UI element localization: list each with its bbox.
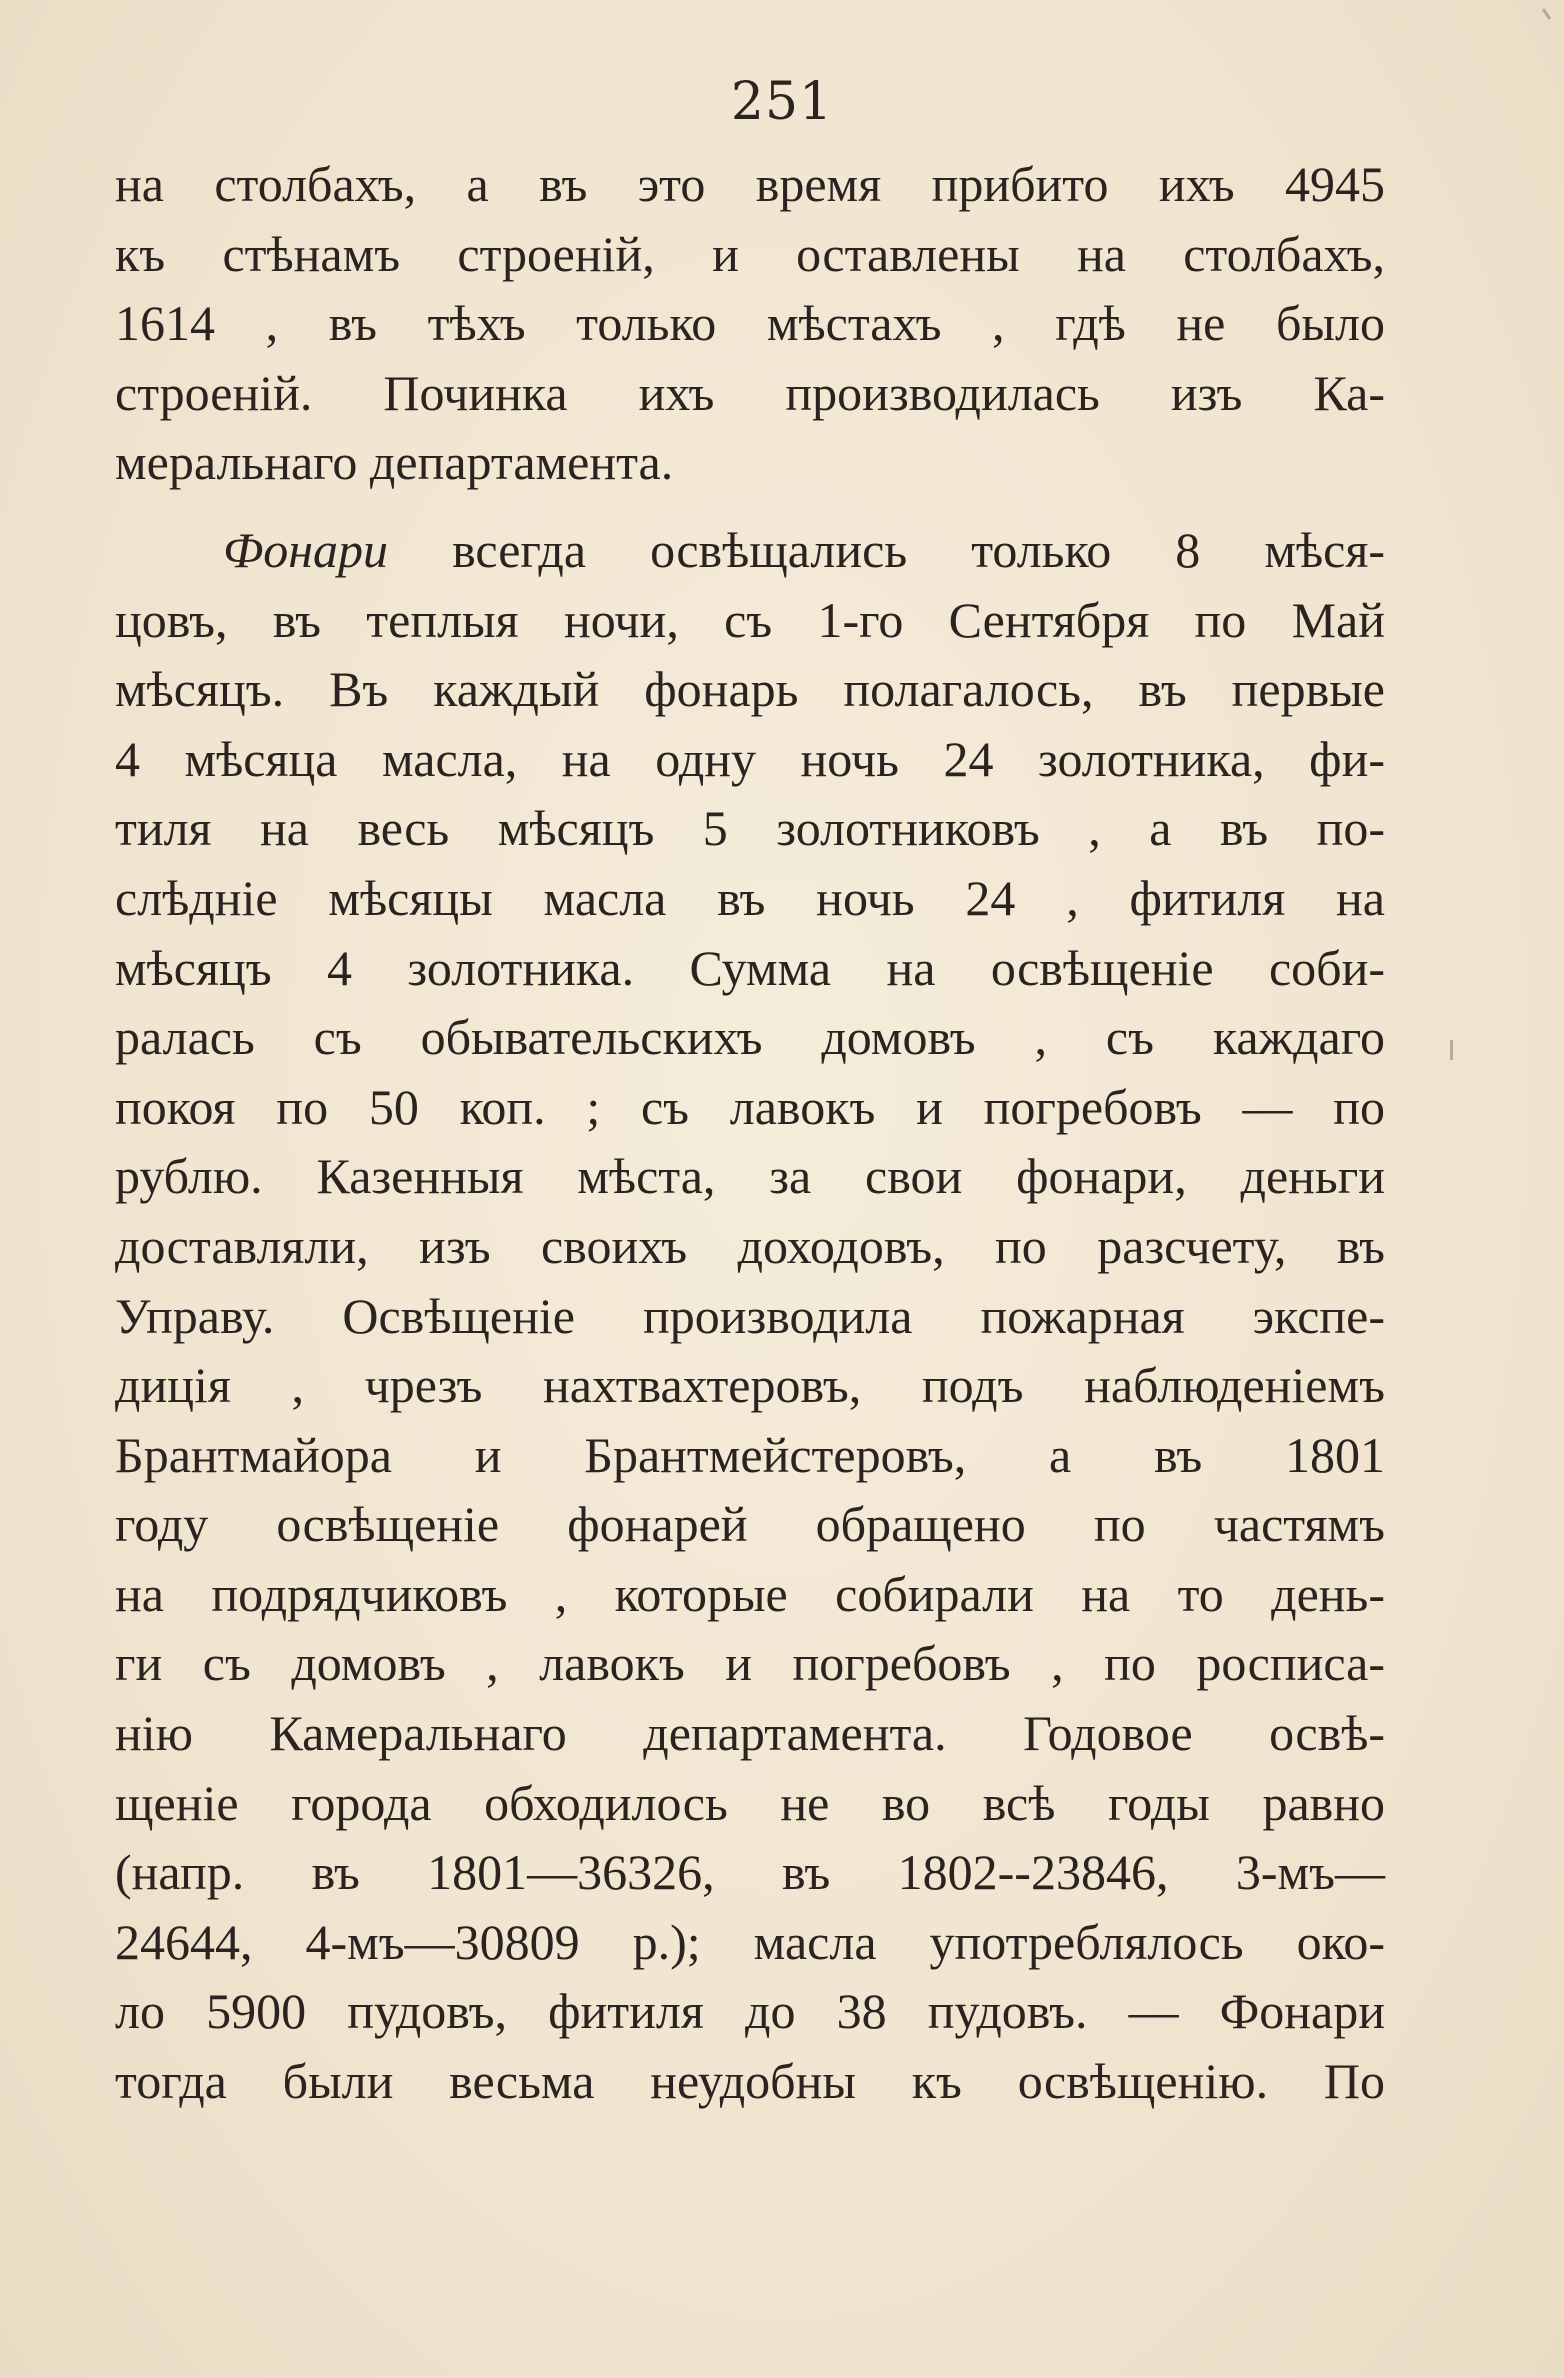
text-line: 4 мѣсяца масла, на одну ночь 24 золотника, фи- [115,730,1385,787]
text-line: на столбахъ, а въ это время прибито ихъ 4945 [115,156,1385,212]
text-line: ло 5900 пудовъ, фитиля до 38 пудовъ. — Фонари [115,1983,1385,2040]
text-line: 1614 , въ тѣхъ только мѣстахъ , гдѣ не было [115,295,1385,352]
text-line: строеній. Починка ихъ производилась изъ Ка- [115,364,1385,421]
text-line: мѣсяцъ 4 золотника. Сумма на освѣщеніе соби- [115,939,1385,996]
text-line: рублю. Казенныя мѣста, за свои фонари, деньги [115,1148,1385,1205]
text-line: нію Камеральнаго департамента. Годовое освѣ- [115,1705,1385,1762]
text-line: ги съ домовъ , лавокъ и погребовъ , по росписа- [115,1635,1385,1692]
text-line: щеніе города обходилось не во всѣ годы равно [115,1774,1385,1831]
text-line: ралась съ обывательскихъ домовъ , съ каждаго [115,1009,1385,1066]
text-line: тогда были весьма неудобны къ освѣщенію. По [115,2053,1385,2110]
text-fragment: всегда освѣщались только 8 мѣся- [388,521,1385,578]
text-line: къ стѣнамъ строеній, и оставлены на столбахъ, [115,225,1385,282]
text-line: Управу. Освѣщеніе производила пожарная экспе- [115,1287,1385,1344]
text-line: диція , чрезъ нахтвахтеровъ, подъ наблюденіемъ [115,1357,1385,1414]
italic-term: Фонари [223,521,389,578]
body-text [115,150,1385,2117]
text-line: доставляли, изъ своихъ доходовъ, по разсчету, въ [115,1217,1385,1274]
paragraph-gap [115,498,1385,516]
text-line: мѣсяцъ. Въ каждый фонарь полагалось, въ первые [115,661,1385,718]
text-line: покоя по 50 коп. ; съ лавокъ и погребовъ — по [115,1078,1385,1135]
text-line: слѣдніе мѣсяцы масла въ ночь 24 , фитиля на [115,869,1385,926]
margin-speck [1542,8,1551,20]
page-number: 251 [730,72,834,132]
paragraph-start-line [115,516,1385,586]
text-line: на подрядчиковъ , которые собирали на то день- [115,1565,1385,1622]
text-line: (напр. въ 1801—36326, въ 1802--23846, 3-мъ— [115,1844,1385,1901]
text-line: году освѣщеніе фонарей обращено по частямъ [115,1496,1385,1553]
text-line: 24644, 4-мъ—30809 р.); масла употреблялось око- [115,1913,1385,1970]
text-line: Брантмайора и Брантмейстеровъ, а въ 1801 [115,1426,1385,1483]
text-line: цовъ, въ теплыя ночи, съ 1-го Сентября по Май [115,591,1385,648]
text-line: тиля на весь мѣсяцъ 5 золотниковъ , а въ по- [115,800,1385,857]
margin-speck [1450,1040,1453,1060]
text-line: меральнаго департамента. [115,434,674,491]
